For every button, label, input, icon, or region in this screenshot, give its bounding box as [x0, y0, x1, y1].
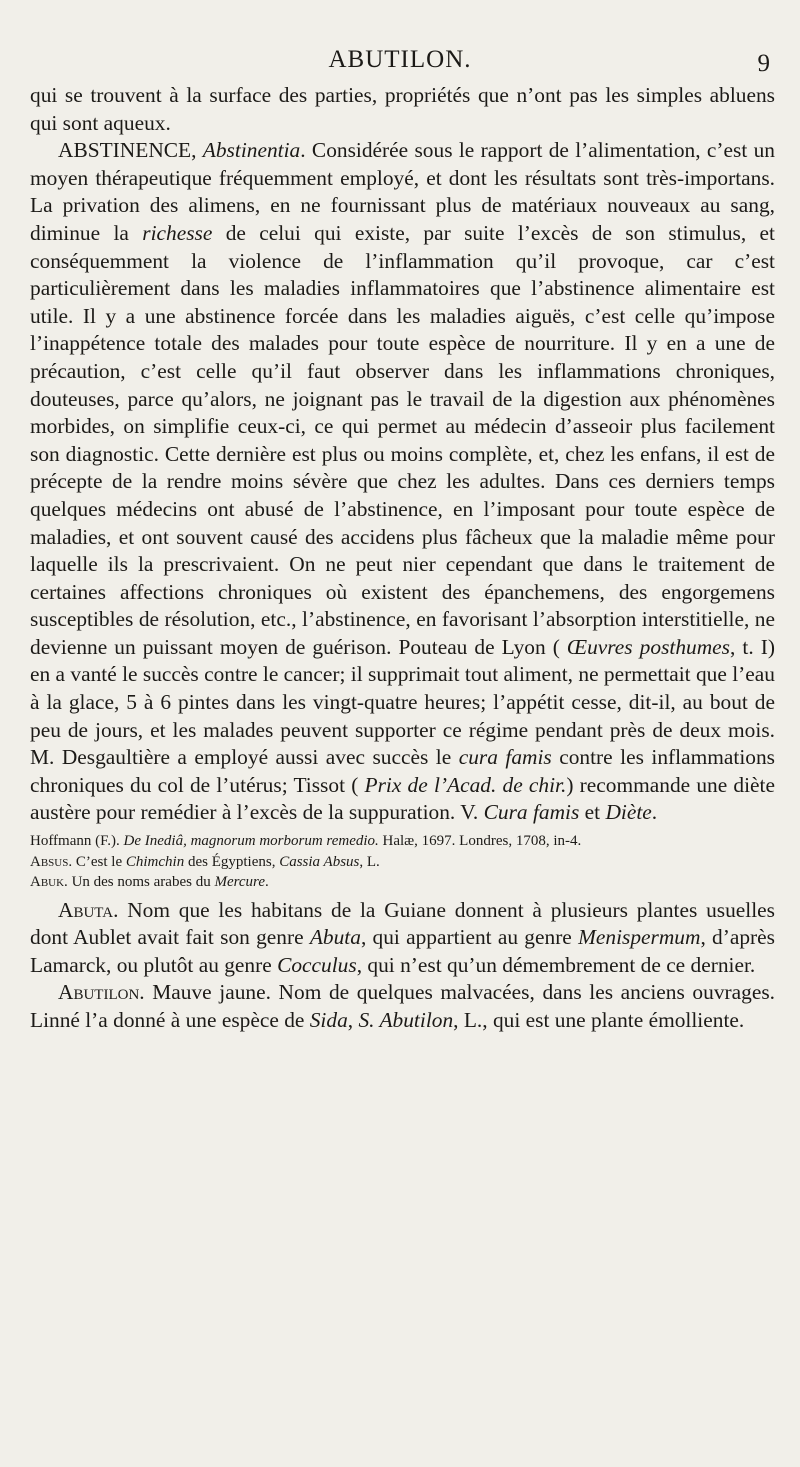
note-abuk	[30, 872, 775, 893]
entry-italic: cura famis	[458, 745, 552, 770]
entry-text: , d’après Lamarck, ou plutôt au genre	[30, 925, 775, 977]
page-header	[0, 46, 800, 80]
entry-text: , t. I) en a vanté le succès contre le cancer; il supprimait tout aliment, ne permettait que l’eau à la glace, 5 à 6 pintes dans les vingt-quatre heures; l’appétit cesse, dit-il, au bout de peu de jours, et les malades peuvent supporter ce régime pendant près de deux mois. M. Desgaultière a employé aussi avec succès le	[30, 634, 775, 770]
entry-text: , qui appartient au genre	[360, 925, 579, 950]
note-term: Absus.	[30, 853, 73, 870]
entry-term: Abuta.	[58, 897, 119, 922]
entry-abuta	[30, 897, 775, 980]
entry-text: contre les inflammations chroniques du col de l’utérus; Tissot (	[30, 745, 775, 797]
entry-text: , L., qui est une plante émolliente.	[453, 1007, 745, 1032]
entry-text: de celui qui existe, par suite l’excès de son stimulus, et conséquemment la violence de l’inflammation qu’il provoque, car c’est particulièrement dans les maladies inflammatoires que l’abstinence alimentaire est utile. Il y a une abstinence forcée dans les maladies aiguës, c’est celle qu’impose l’inappétence totale des malades pour toute espèce de nourriture. Il y en a une de précaution, c’est celle qu’il faut observer dans les inflammations chroniques, douteuses, parce qu’alors, ne joignant pas le travail de la digestion aux phénomènes morbides, on simplifie ceux-ci, ce qui permet au médecin d’asseoir plus facilement son diagnostic. Cette dernière est plus ou moins complète, et, chez les enfans, il est de précepte de la rendre moins sévère que chez les adultes. Dans ces derniers temps quelques médecins ont abusé de l’abstinence, en l’imposant pour toute espèce de maladies, et ont souvent causé des accidens plus fâcheux que la maladie même pour laquelle ils la prescrivaient. On ne peut nier cependant que dans le traitement de certaines affections chroniques où existent des épanchemens, des engorgemens susceptibles de résolution, etc., l’abstinence, en favorisant l’absorption interstitielle, ne devienne un puissant moyen de guérison. Pouteau de Lyon (	[30, 220, 775, 659]
continuation-paragraph: qui se trouvent à la surface des parties, propriétés que n’ont pas les simples abluens qui sont aqueux.	[30, 83, 775, 135]
entry-text: Mauve jaune. Nom de quelques malvacées, dans les anciens ouvrages. Linné l’a donné à une espèce de	[30, 980, 775, 1032]
entry-text: ) recommande une diète austère pour remédier à l’excès de la suppuration. V.	[30, 772, 775, 825]
entry-term: Abutilon.	[58, 980, 145, 1005]
note-text: , L.	[359, 853, 380, 870]
entry-italic: Œuvres posthumes	[566, 634, 730, 659]
entry-italic: richesse	[142, 220, 213, 245]
entry-text: .	[651, 800, 658, 825]
note-italic: Chimchin	[125, 853, 185, 870]
notes-block	[30, 831, 775, 893]
entry-text: , qui n’est qu’un démembrement de ce dernier.	[356, 952, 756, 977]
note-title: De Inediâ, magnorum morborum remedio.	[123, 833, 379, 850]
entry-italic: Prix de l’Acad. de chir.	[364, 772, 567, 797]
note-italic: Cassia Absus	[279, 853, 360, 870]
note-text: Halæ, 1697. Londres, 1708, in-4.	[378, 833, 582, 850]
note-text: Un des noms arabes du	[67, 874, 215, 891]
entry-italic: Cura famis	[483, 800, 580, 825]
note-text: .	[264, 874, 269, 891]
entry-abutilon	[30, 979, 775, 1034]
entry-italic: Cocculus	[277, 952, 357, 977]
note-text: des Égyptiens,	[184, 853, 280, 870]
note-absus	[30, 852, 775, 873]
entry-italic: S. Abutilon	[358, 1007, 454, 1032]
entry-italic: Menispermum	[578, 925, 701, 950]
running-title: ABUTILON.	[328, 46, 472, 73]
note-author: Hoffmann (F.).	[30, 833, 124, 850]
entry-italic: Sida	[309, 1007, 348, 1032]
note-text: C’est le	[72, 853, 126, 870]
entry-abstinence: ABSTINENCE, Abstinentia. Considérée sous le rapport de l’alimentation, c’est un moyen thérapeutique fréquemment employé, et dont les résultats sont très-importans. La privation des alimens, en ne fournissant plus de matériaux nouveaux au sang, diminue la richesse de celui qui existe, par suite l’excès de son stimulus, et conséquemment la violence de l’inflammation qu’il provoque, car c’est particulièrement dans les maladies inflammatoires que l’abstinence alimentaire est utile. Il y a une abstinence forcée dans les maladies aiguës, c’est celle qu’impose l’inappétence totale des malades pour toute espèce de nourriture. Il y en a une de précaution, c’est celle qu’il faut observer dans les inflammations chroniques, douteuses, parce qu’alors, ne joignant pas le travail de la digestion aux phénomènes morbides, on simplifie ceux-ci, ce qui permet au médecin d’asseoir plus facilement son diagnostic. Cette dernière est plus ou moins complète, et, chez les enfans, il est de précepte de la rendre moins sévère que chez les adultes. Dans ces derniers temps quelques médecins ont abusé de l’abstinence, en l’imposant pour toute espèce de maladies, et ont souvent causé des accidens plus fâcheux que la maladie même pour laquelle ils la prescrivaient. On ne peut nier cependant que dans le traitement de certaines affections chroniques où existent des épanchemens, des engorgemens susceptibles de résolution, etc., l’abstinence, en favorisant l’absorption interstitielle, ne devienne un puissant moyen de guérison. Pouteau de Lyon ( Œuvres posthumes, t. I) en a vanté le succès contre le cancer; il supprimait tout aliment, ne permettait que l’eau à la glace, 5 à 6 pintes dans les vingt-quatre heures; l’appétit cesse, dit-il, au bout de peu de jours, et les malades peuvent supporter ce régime pendant près de deux mois. M. Desgaultière a employé aussi avec succès le cura famis contre les inflammations chroniques du col de l’utérus; Tissot ( Prix de l’Acad. de chir.) recommande une diète austère pour remédier à l’excès de la suppuration. V. Cura famis et Diète.	[30, 138, 775, 825]
entry-latin: Abstinentia	[202, 138, 301, 163]
note-hoffmann	[30, 831, 775, 852]
entry-italic: Diète	[605, 800, 652, 825]
entry-text: et	[579, 800, 606, 825]
entry-text: . Considérée sous le rapport de l’alimentation, c’est un moyen thérapeutique fréquemment employé, et dont les résultats sont très-importans. La privation des alimens, en ne fournissant plus de matériaux nouveaux au sang, diminue la	[30, 138, 775, 245]
entry-text: ,	[347, 1007, 359, 1032]
note-italic: Mercure	[214, 874, 265, 891]
entry-text: Nom que les habitans de la Guiane donnent à plusieurs plantes usuelles dont Aublet avait fait son genre	[30, 897, 775, 950]
entry-term: ABSTINENCE	[58, 138, 192, 163]
note-term: Abuk.	[30, 874, 68, 891]
page-number: 9	[757, 50, 770, 77]
entry-italic: Abuta	[309, 925, 361, 950]
page-body	[30, 82, 775, 1035]
